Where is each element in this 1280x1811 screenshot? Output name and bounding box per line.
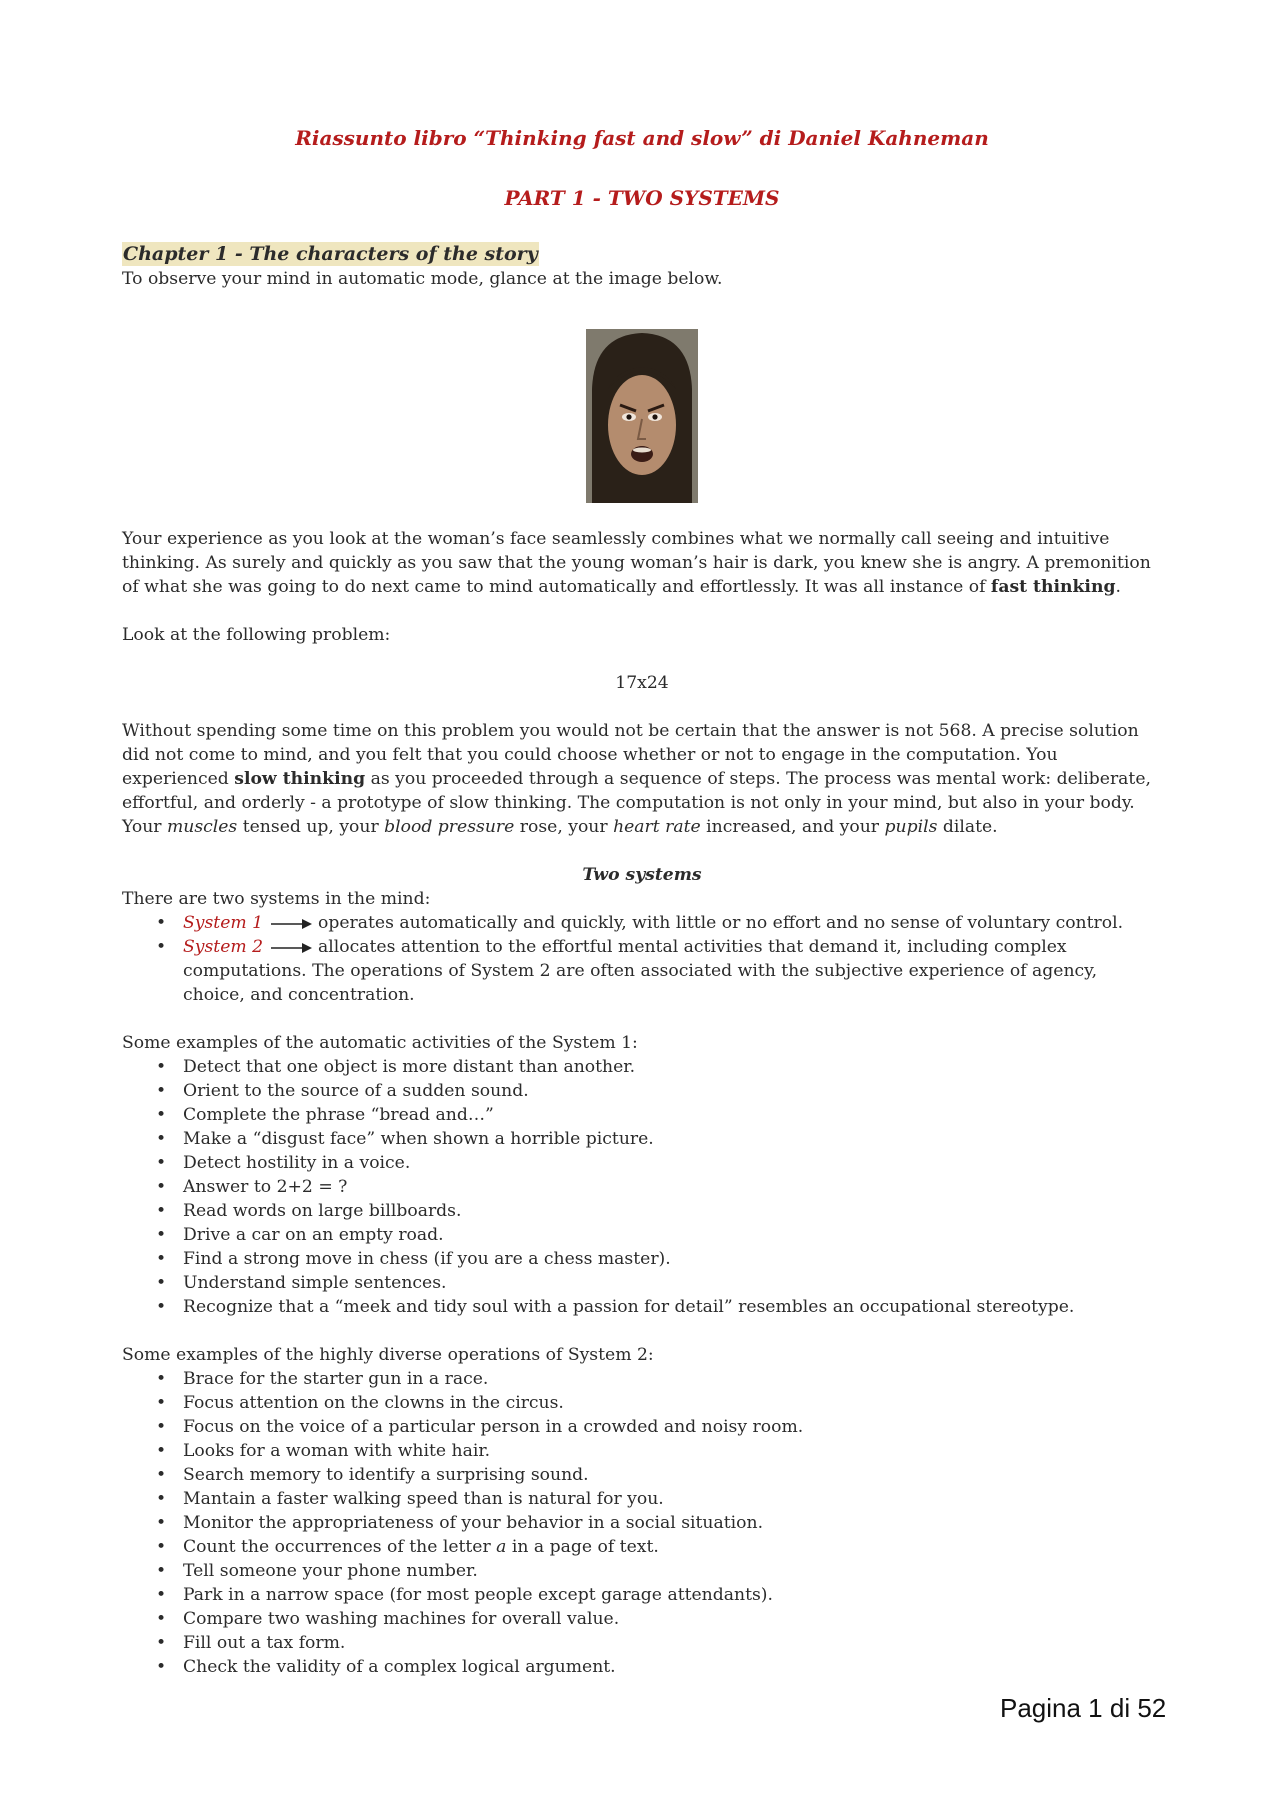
list-item: • Orient to the source of a sudden sound.: [183, 1079, 1162, 1103]
page-number-footer: Pagina 1 di 52: [1000, 1693, 1167, 1723]
intro-paragraph: To observe your mind in automatic mode, glance at the image below.: [122, 269, 723, 289]
document-body: [122, 124, 1162, 1679]
list-item: • Find a strong move in chess (if you are a chess master).: [183, 1247, 1162, 1271]
two-systems-intro: There are two systems in the mind:: [122, 889, 431, 909]
section-title-two-systems: Two systems: [582, 865, 702, 885]
list-item: • Focus attention on the clowns in the circus.: [183, 1391, 1162, 1415]
system-2-examples-intro: Some examples of the highly diverse operations of System 2:: [122, 1345, 654, 1365]
fast-thinking-term: fast thinking: [990, 577, 1116, 597]
slow-thinking-term: slow thinking: [234, 769, 366, 789]
system-2-label: System 2: [183, 937, 264, 957]
list-item: • Recognize that a “meek and tidy soul with a passion for detail” resembles an occupational stereotype.: [183, 1295, 1162, 1319]
systems-list: [122, 911, 1162, 1007]
paragraph-fast-thinking: Your experience as you look at the woman’s face seamlessly combines what we normally call seeing and intuitive thinking. As surely and quickly as you saw that the young woman’s hair is dark, you knew she is angry. A premonition of what she was going to do next came to mind automatically and effortlessly. It was all instance of fast thinking.: [122, 529, 1151, 597]
list-item: • Compare two washing machines for overall value.: [183, 1607, 1162, 1631]
list-item: • Tell someone your phone number.: [183, 1559, 1162, 1583]
chapter-title: Chapter 1 - The characters of the story: [123, 243, 538, 265]
list-item-system-2: • System 2 allocates attention to the effortful mental activities that demand it, including complex computations. The operations of System 2 are often associated with the subjective experience of agency, choice, and concentration.: [183, 935, 1162, 1007]
system-2-examples-list: [122, 1367, 1162, 1679]
list-item: • Looks for a woman with white hair.: [183, 1439, 1162, 1463]
list-item: • Detect hostility in a voice.: [183, 1151, 1162, 1175]
paragraph-problem-intro: Look at the following problem:: [122, 625, 391, 645]
list-item: • Park in a narrow space (for most people except garage attendants).: [183, 1583, 1162, 1607]
list-item: • Search memory to identify a surprising sound.: [183, 1463, 1162, 1487]
paragraph-slow-thinking: Without spending some time on this problem you would not be certain that the answer is not 568. A precise solution did not come to mind, and you felt that you could choose whether or not to engage in the computation. You experienced slow thinking as you proceeded through a sequence of steps. The process was mental work: deliberate, effortful, and orderly - a prototype of slow thinking. The computation is not only in your mind, but also in your body. Your muscles tensed up, your blood pressure rose, your heart rate increased, and your pupils dilate.: [122, 721, 1151, 837]
list-item: • Count the occurrences of the letter a in a page of text.: [183, 1535, 1162, 1559]
document-title: Riassunto libro “Thinking fast and slow” di Daniel Kahneman: [295, 126, 989, 150]
face-image-container: [122, 329, 1162, 503]
list-item: • Make a “disgust face” when shown a horrible picture.: [183, 1127, 1162, 1151]
list-item: • Answer to 2+2 = ?: [183, 1175, 1162, 1199]
list-item-system-1: • System 1 operates automatically and quickly, with little or no effort and no sense of voluntary control.: [183, 911, 1162, 935]
list-item: • Focus on the voice of a particular person in a crowded and noisy room.: [183, 1415, 1162, 1439]
list-item: • Monitor the appropriateness of your behavior in a social situation.: [183, 1511, 1162, 1535]
list-item: • Mantain a faster walking speed than is natural for you.: [183, 1487, 1162, 1511]
list-item: • Fill out a tax form.: [183, 1631, 1162, 1655]
math-problem: 17x24: [615, 673, 669, 693]
system-1-examples-list: [122, 1055, 1162, 1319]
arrow-right-icon: [269, 942, 313, 954]
list-item: • Drive a car on an empty road.: [183, 1223, 1162, 1247]
list-item: • Understand simple sentences.: [183, 1271, 1162, 1295]
list-item: • Read words on large billboards.: [183, 1199, 1162, 1223]
arrow-right-icon: [269, 918, 313, 930]
system-1-examples-intro: Some examples of the automatic activities of the System 1:: [122, 1033, 638, 1053]
list-item: • Brace for the starter gun in a race.: [183, 1367, 1162, 1391]
part-title: PART 1 - TWO SYSTEMS: [504, 186, 780, 210]
list-item: • Detect that one object is more distant than another.: [183, 1055, 1162, 1079]
list-item: • Check the validity of a complex logical argument.: [183, 1655, 1162, 1679]
list-item: • Complete the phrase “bread and…”: [183, 1103, 1162, 1127]
angry-woman-face-image: [586, 329, 698, 503]
system-1-label: System 1: [183, 913, 264, 933]
